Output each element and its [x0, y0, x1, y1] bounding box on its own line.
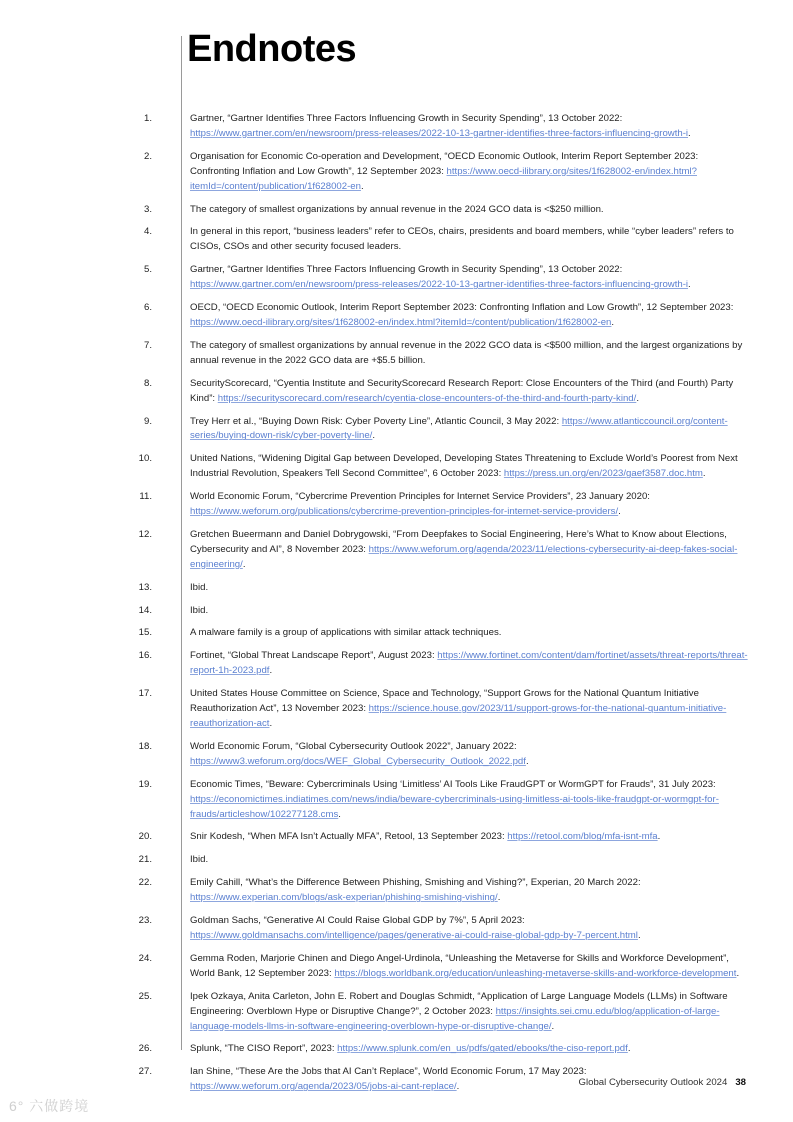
- endnote-text: In general in this report, “business leaders” refer to CEOs, chairs, presidents and board members, while “cyber leaders” refers to CISOs, CSOs and other security focused leaders.: [190, 226, 734, 253]
- endnote-text: The category of smallest organizations by annual revenue in the 2022 GCO data is <$500 million, and the largest organizations by annual revenue in the 2022 GCO data are +$5.5 billion.: [190, 339, 743, 366]
- endnote-punctuation: .: [657, 831, 661, 843]
- endnote-item: [0, 225, 793, 255]
- endnote-text: Gartner, “Gartner Identifies Three Factors Influencing Growth in Security Spending”, 13 October 2022:: [190, 113, 623, 124]
- endnote-body: [190, 740, 748, 770]
- endnote-text: Ibid.: [190, 854, 209, 866]
- endnote-text: Splunk, “The CISO Report”, 2023:: [190, 1043, 338, 1055]
- endnote-punctuation: .: [736, 967, 740, 979]
- endnote-number: 4.: [143, 226, 152, 238]
- endnote-body: [190, 876, 748, 906]
- endnote-link[interactable]: https://www.weforum.org/agenda/2023/11/elections-cybersecurity-ai-deep-fakes-social-engineering/: [190, 543, 738, 570]
- endnote-number: 15.: [138, 627, 152, 639]
- endnote-punctuation: .: [702, 468, 706, 480]
- endnote-body: [190, 203, 748, 218]
- endnote-link[interactable]: https://www.weforum.org/agenda/2023/05/jobs-ai-cant-replace/: [190, 1081, 457, 1093]
- endnote-item: [0, 649, 793, 679]
- endnote-punctuation: .: [269, 718, 273, 729]
- endnote-item: [0, 490, 793, 520]
- endnote-punctuation: .: [338, 808, 341, 820]
- endnote-punctuation: .: [360, 180, 364, 192]
- endnote-link[interactable]: https://www.gartner.com/en/newsroom/press-releases/2022-10-13-gartner-identifies-three-factors-influencing-growth-i: [190, 279, 689, 291]
- endnote-item: [0, 604, 793, 619]
- endnote-text: SecurityScorecard, “Cyentia Institute and SecurityScorecard Research Report: Close Encounters of the Third (and Fourth) Party Kind”:: [190, 377, 734, 404]
- endnote-number: 20.: [138, 831, 152, 843]
- endnote-text: A malware family is a group of applications with similar attack techniques.: [190, 627, 502, 639]
- endnote-link[interactable]: https://www3.weforum.org/docs/WEF_Global_Cybersecurity_Outlook_2022.pdf: [190, 755, 526, 767]
- endnote-link[interactable]: https://securityscorecard.com/research/cyentia-close-encounters-of-the-third-and-fourth-party-kind/: [217, 392, 637, 404]
- endnote-item: [0, 778, 793, 823]
- endnote-body: [190, 604, 748, 619]
- endnote-item: [0, 528, 793, 573]
- endnote-number: 21.: [138, 854, 152, 866]
- page-number: 38: [735, 1077, 746, 1088]
- endnote-text: Goldman Sachs, “Generative AI Could Raise Global GDP by 7%”, 5 April 2023:: [190, 915, 525, 927]
- endnote-item: [0, 452, 793, 482]
- endnote-item: [0, 263, 793, 293]
- endnote-text: World Economic Forum, “Global Cybersecurity Outlook 2022”, January 2022:: [190, 740, 517, 752]
- endnote-link[interactable]: https://www.weforum.org/publications/cybercrime-prevention-principles-for-internet-service-providers/: [190, 506, 619, 518]
- endnote-body: [190, 490, 748, 520]
- endnote-body: [190, 649, 748, 679]
- endnote-body: [190, 1042, 748, 1057]
- endnote-punctuation: .: [269, 665, 273, 677]
- endnote-number: 5.: [143, 264, 152, 276]
- endnote-link[interactable]: https://www.fortinet.com/content/dam/fortinet/assets/threat-reports/threat-report-1h-2023.pdf: [190, 650, 748, 677]
- endnote-item: [0, 112, 793, 142]
- endnote-link[interactable]: https://science.house.gov/2023/11/support-grows-for-the-national-quantum-initiative-reauthorization-act: [190, 703, 727, 729]
- endnote-body: [190, 528, 748, 573]
- endnotes-list: [0, 112, 793, 1103]
- endnote-punctuation: .: [611, 316, 615, 328]
- endnote-number: 23.: [138, 915, 152, 927]
- endnote-item: [0, 377, 793, 407]
- endnote-number: 16.: [138, 650, 152, 662]
- endnote-text: Ipek Ozkaya, Anita Carleton, John E. Robert and Douglas Schmidt, “Application of Large Language Models (LLMs) in Software Engineering: Overblown Hype or Disruptive Change?”, 2 October 2023:: [190, 990, 728, 1017]
- endnote-item: [0, 415, 793, 445]
- endnote-body: [190, 626, 748, 641]
- endnote-body: [190, 150, 748, 195]
- watermark-logo: 6° 六做跨境: [9, 1098, 90, 1114]
- endnote-text: Organisation for Economic Co-operation and Development, “OECD Economic Outlook, Interim Report September 2023: Confronting Inflation and Low Growth”, 12 September 2023:: [190, 150, 699, 177]
- endnote-body: [190, 415, 748, 445]
- endnote-number: 19.: [138, 778, 152, 790]
- endnote-punctuation: .: [627, 1043, 631, 1055]
- page-footer: [579, 1077, 746, 1088]
- endnote-number: 22.: [138, 877, 152, 889]
- endnote-number: 10.: [138, 453, 152, 465]
- endnote-body: [190, 990, 748, 1035]
- endnote-item: [0, 339, 793, 369]
- endnote-number: 25.: [138, 990, 152, 1002]
- endnote-text: Gretchen Bueermann and Daniel Dobrygowski, “From Deepfakes to Social Engineering, Here’s What to Know about Elections, Cybersecurity and AI”, 8 November 2023:: [190, 528, 727, 555]
- endnote-body: [190, 452, 748, 482]
- endnote-body: [190, 377, 748, 407]
- endnote-link[interactable]: https://economictimes.indiatimes.com/news/india/beware-cybercriminals-using-limitless-ai-tools-like-fraudgpt-or-wormgpt-for-frauds/articleshow/102277128.cms: [190, 793, 719, 820]
- endnote-number: 18.: [138, 740, 152, 752]
- endnote-punctuation: .: [551, 1020, 555, 1032]
- endnote-link[interactable]: https://www.gartner.com/en/newsroom/press-releases/2022-10-13-gartner-identifies-three-factors-influencing-growth-i: [190, 127, 689, 139]
- endnote-number: 26.: [138, 1043, 152, 1055]
- endnote-text: Ibid.: [190, 581, 209, 593]
- endnote-punctuation: .: [688, 279, 691, 291]
- endnote-body: [190, 581, 748, 596]
- endnote-text: United Nations, “Widening Digital Gap between Developed, Developing States Threatening to Exclude World’s Poorest from Next Industrial Revolution, Speakers Tell Second Committee”, 6 October 2023:: [190, 453, 738, 480]
- endnote-text: Snir Kodesh, “When MFA Isn’t Actually MFA”, Retool, 13 September 2023:: [190, 831, 508, 843]
- endnote-number: 9.: [143, 415, 152, 427]
- endnote-item: [0, 687, 793, 732]
- endnote-item: [0, 740, 793, 770]
- footer-title: Global Cybersecurity Outlook 2024: [578, 1077, 728, 1088]
- endnote-body: [190, 225, 748, 255]
- endnote-item: [0, 990, 793, 1035]
- endnote-text: United States House Committee on Science, Space and Technology, “Support Grows for the National Quantum Initiative Reauthorization Act”, 13 November 2023:: [190, 688, 699, 715]
- endnote-punctuation: .: [456, 1081, 460, 1093]
- endnote-number: 6.: [143, 302, 152, 314]
- endnote-item: [0, 203, 793, 218]
- endnote-link[interactable]: https://retool.com/blog/mfa-isnt-mfa: [507, 831, 658, 843]
- endnote-link[interactable]: https://insights.sei.cmu.edu/blog/application-of-large-language-models-llms-in-software-engineering-overblown-hype-or-disruptive-change/: [190, 1005, 720, 1032]
- endnote-body: [190, 830, 748, 845]
- endnote-text: Ian Shine, “These Are the Jobs that AI Can’t Replace”, World Economic Forum, 17 May 2023:: [190, 1066, 587, 1078]
- endnote-item: [0, 952, 793, 982]
- endnote-item: [0, 876, 793, 906]
- endnote-text: Fortinet, “Global Threat Landscape Report”, August 2023:: [190, 650, 438, 662]
- endnote-item: [0, 914, 793, 944]
- endnote-text: Gemma Roden, Marjorie Chinen and Diego Angel-Urdinola, “Unleashing the Metaverse for Skills and Workforce Development”, World Bank, 12 September 2023:: [190, 952, 729, 979]
- endnote-body: [190, 263, 748, 293]
- endnote-text: The category of smallest organizations by annual revenue in the 2024 GCO data is <$250 million.: [190, 203, 604, 215]
- endnote-text: Gartner, “Gartner Identifies Three Factors Influencing Growth in Security Spending”, 13 October 2022:: [190, 264, 623, 276]
- endnote-text: OECD, “OECD Economic Outlook, Interim Report September 2023: Confronting Inflation and Low Growth”, 12 September 2023:: [190, 302, 734, 314]
- endnote-punctuation: .: [637, 929, 641, 941]
- endnote-body: [190, 853, 748, 868]
- endnote-body: [190, 952, 748, 982]
- endnote-item: [0, 853, 793, 868]
- endnote-number: 8.: [143, 377, 152, 389]
- endnote-punctuation: .: [618, 506, 621, 518]
- endnote-body: [190, 778, 748, 823]
- endnote-text: Ibid.: [190, 604, 209, 616]
- endnote-number: 11.: [139, 491, 152, 503]
- endnote-link[interactable]: https://www.experian.com/blogs/ask-experian/phishing-smishing-vishing/: [190, 892, 498, 904]
- endnote-punctuation: .: [372, 430, 376, 442]
- endnote-item: [0, 830, 793, 845]
- endnote-number: 3.: [143, 203, 152, 215]
- endnote-number: 17.: [138, 688, 152, 700]
- endnote-link[interactable]: https://www.splunk.com/en_us/pdfs/gated/ebooks/the-ciso-report.pdf: [337, 1043, 628, 1055]
- endnote-number: 1.: [143, 113, 152, 124]
- endnote-number: 14.: [138, 604, 152, 616]
- endnote-punctuation: .: [688, 127, 691, 139]
- endnote-text: Economic Times, “Beware: Cybercriminals Using ‘Limitless’ AI Tools Like FraudGPT or WormGPT for Frauds”, 31 July 2023:: [190, 778, 716, 790]
- endnote-number: 27.: [138, 1066, 152, 1078]
- endnote-item: [0, 1042, 793, 1057]
- endnote-number: 24.: [138, 952, 152, 964]
- endnote-body: [190, 339, 748, 369]
- endnote-body: [190, 687, 748, 732]
- endnote-number: 7.: [143, 339, 152, 351]
- endnote-body: [190, 301, 748, 331]
- endnote-link[interactable]: https://www.goldmansachs.com/intelligence/pages/generative-ai-could-raise-global-gdp-by-7-percent.html: [190, 929, 638, 941]
- endnote-body: [190, 914, 748, 944]
- endnote-text: Trey Herr et al., “Buying Down Risk: Cyber Poverty Line”, Atlantic Council, 3 May 2022:: [190, 415, 562, 427]
- endnote-item: [0, 581, 793, 596]
- endnote-link[interactable]: https://www.atlanticcouncil.org/content-series/buying-down-risk/cyber-poverty-line/: [190, 415, 728, 442]
- endnote-item: [0, 150, 793, 195]
- endnote-punctuation: .: [525, 755, 529, 767]
- endnote-text: World Economic Forum, “Cybercrime Prevention Principles for Internet Service Providers”, 23 January 2020:: [190, 491, 650, 503]
- endnote-link[interactable]: https://www.oecd-ilibrary.org/sites/1f628002-en/index.html?itemId=/content/publication/1f628002-en: [190, 165, 697, 192]
- endnote-number: 13.: [138, 581, 152, 593]
- endnote-punctuation: .: [636, 392, 639, 404]
- endnote-item: [0, 301, 793, 331]
- endnote-number: 2.: [143, 150, 152, 162]
- endnote-number: 12.: [138, 528, 152, 540]
- endnote-body: [190, 112, 748, 142]
- page-title: Endnotes: [187, 28, 357, 70]
- endnote-link[interactable]: https://www.oecd-ilibrary.org/sites/1f628002-en/index.html?itemId=/content/publication/1f628002-en: [190, 316, 612, 328]
- endnote-text: Emily Cahill, “What’s the Difference Between Phishing, Smishing and Vishing?”, Experian, 20 March 2022:: [190, 877, 641, 889]
- endnote-punctuation: .: [242, 558, 246, 570]
- endnote-link[interactable]: https://blogs.worldbank.org/education/unleashing-metaverse-skills-and-workforce-development: [334, 967, 737, 979]
- endnote-link[interactable]: https://press.un.org/en/2023/gaef3587.doc.htm: [503, 468, 703, 480]
- endnote-punctuation: .: [497, 892, 501, 904]
- endnote-item: [0, 626, 793, 641]
